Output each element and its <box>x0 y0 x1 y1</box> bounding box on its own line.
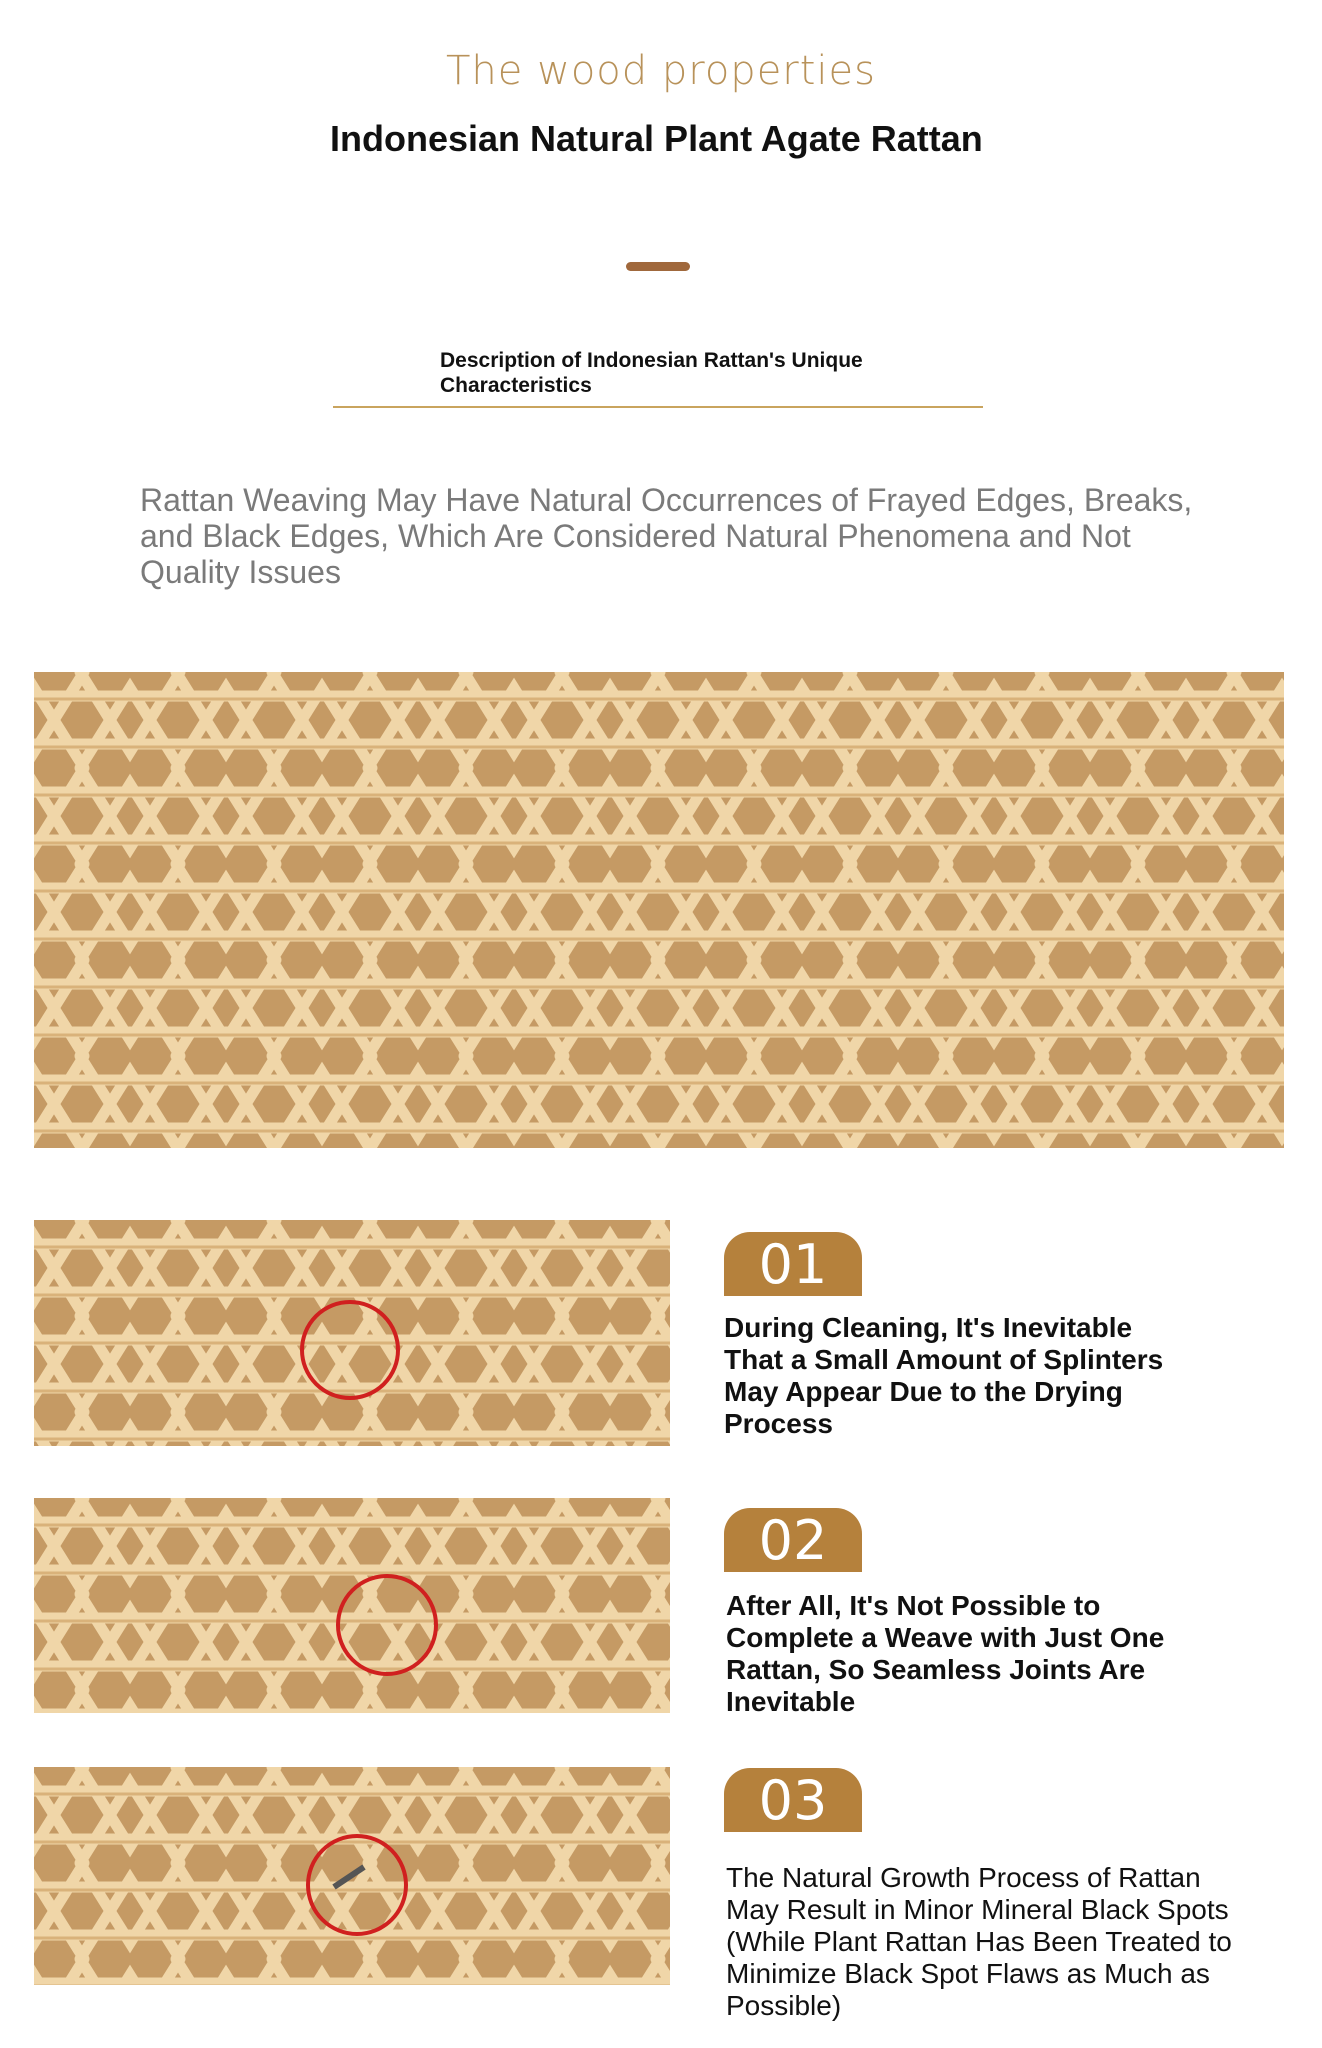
item-1-text: During Cleaning, It's Inevitable That a Small Amount of Splinters May Appear Due to the Drying Process <box>724 1312 1164 1439</box>
lead-text: Rattan Weaving May Have Natural Occurrences of Frayed Edges, Breaks, and Black Edges, Which Are Considered Natural Phenomena and Not Quality Issues <box>140 482 1193 590</box>
item-2-number-badge: 02 <box>724 1508 862 1572</box>
description-heading: Description of Indonesian Rattan's Unique Characteristics <box>440 349 863 397</box>
item-1-number-badge: 01 <box>724 1232 862 1296</box>
item-2-text: After All, It's Not Possible to Complete a Weave with Just One Rattan, So Seamless Joints Are Inevitable <box>726 1590 1165 1717</box>
item-3-text: The Natural Growth Process of Rattan May Result in Minor Mineral Black Spots (While Plant Rattan Has Been Treated to Minimize Black Spot Flaws as Much as Possible) <box>726 1862 1232 2021</box>
gold-divider <box>333 406 983 408</box>
item-3-number-badge: 03 <box>724 1768 862 1832</box>
page-title: Indonesian Natural Plant Agate Rattan <box>330 118 983 159</box>
rattan-weave-pattern <box>34 672 1284 1148</box>
rattan-weave-photo <box>34 672 1284 1148</box>
highlight-circle <box>336 1574 438 1676</box>
accent-divider <box>626 262 690 271</box>
highlight-circle <box>306 1834 408 1936</box>
section-subtitle: The wood properties <box>446 48 876 94</box>
highlight-circle <box>300 1300 400 1400</box>
